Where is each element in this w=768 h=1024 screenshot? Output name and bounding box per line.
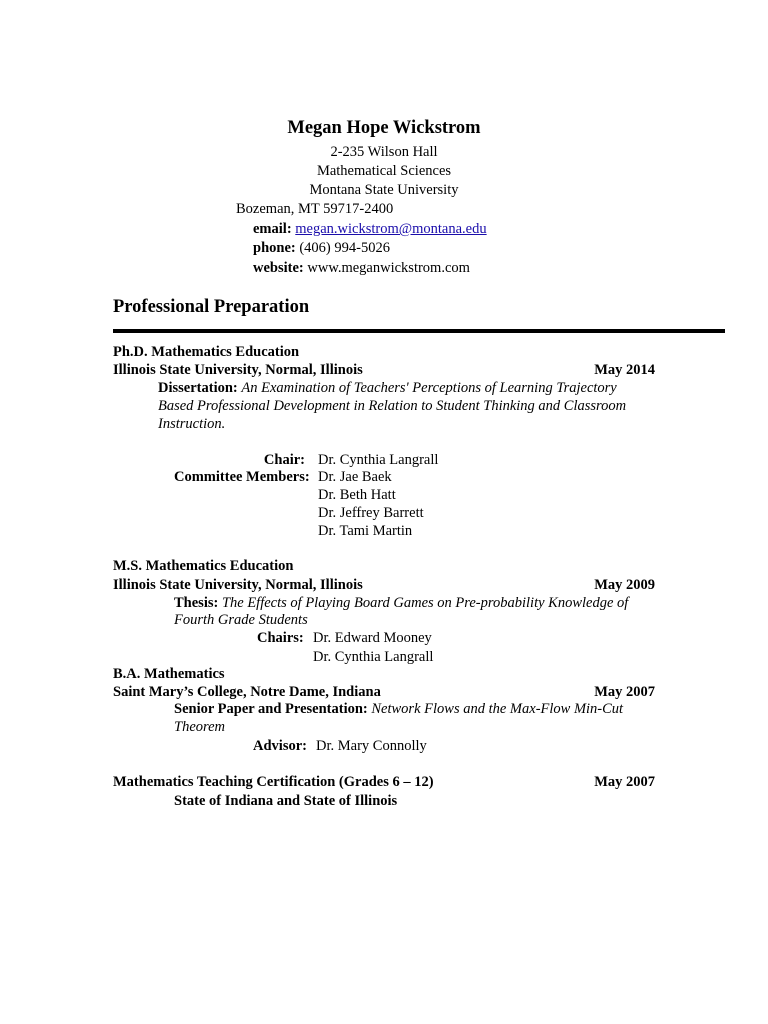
- phd-degree: Ph.D. Mathematics Education: [113, 344, 300, 360]
- dissertation-title-part-2: Based Professional Development in Relation to Student Thinking and Classroom: [158, 398, 627, 414]
- website-value: www.meganwickstrom.com: [307, 260, 470, 276]
- phd-dissertation-line-1: [158, 379, 617, 397]
- dissertation-title-part-1: An Examination of Teachers' Perceptions of Learning Trajectory: [241, 380, 617, 396]
- address-line-office: 2-235 Wilson Hall: [330, 144, 438, 160]
- chair-label: Chair:: [263, 452, 305, 468]
- applicant-name: Megan Hope Wickstrom: [287, 118, 481, 138]
- senior-paper-label: Senior Paper and Presentation:: [174, 701, 368, 717]
- phd-date: May 2014: [594, 362, 655, 378]
- dissertation-title-part-3: Instruction.: [158, 416, 226, 432]
- chairs-name: Dr. Cynthia Langrall: [313, 649, 434, 665]
- certification-title: Mathematics Teaching Certification (Grades 6 – 12): [113, 774, 434, 790]
- phone-line: [253, 239, 390, 257]
- chairs-label: Chairs:: [257, 630, 304, 646]
- email-label: email:: [253, 221, 292, 237]
- certification-states: State of Indiana and State of Illinois: [174, 793, 398, 809]
- website-line: [253, 259, 470, 277]
- committee-member: Dr. Jae Baek: [318, 469, 392, 485]
- committee-member: Dr. Tami Martin: [318, 523, 413, 539]
- thesis-title-part-1: The Effects of Playing Board Games on Pre-probability Knowledge of: [221, 595, 629, 611]
- chairs-name: Dr. Edward Mooney: [313, 630, 432, 646]
- thesis-label: Thesis:: [174, 595, 219, 611]
- email-link[interactable]: megan.wickstrom@montana.edu: [295, 221, 487, 237]
- thesis-title-part-2: Fourth Grade Students: [174, 612, 308, 628]
- advisor-name: Dr. Mary Connolly: [316, 738, 427, 754]
- certification-date: May 2007: [594, 774, 655, 790]
- address-line-city: Bozeman, MT 59717-2400: [236, 201, 394, 217]
- ms-date: May 2009: [594, 577, 655, 593]
- ba-degree: B.A. Mathematics: [113, 666, 225, 682]
- phd-school: Illinois State University, Normal, Illinois: [113, 362, 363, 378]
- committee-member: Dr. Beth Hatt: [318, 487, 396, 503]
- advisor-label: Advisor:: [253, 738, 307, 754]
- ms-thesis-line-1: [174, 594, 628, 612]
- senior-paper-title-part-2: Theorem: [174, 719, 226, 735]
- chair-name: Dr. Cynthia Langrall: [318, 452, 439, 468]
- email-line: [253, 220, 487, 238]
- dissertation-label: Dissertation:: [158, 380, 238, 396]
- committee-member: Dr. Jeffrey Barrett: [318, 505, 424, 521]
- section-divider: [113, 329, 725, 333]
- senior-paper-title-part-1: Network Flows and the Max-Flow Min-Cut: [371, 701, 624, 717]
- address-line-university: Montana State University: [309, 182, 459, 198]
- section-title: Professional Preparation: [113, 297, 310, 317]
- ba-paper-line-1: [174, 700, 623, 718]
- website-label: website:: [253, 260, 304, 276]
- ms-degree: M.S. Mathematics Education: [113, 558, 294, 574]
- ms-school: Illinois State University, Normal, Illinois: [113, 577, 363, 593]
- phone-value: (406) 994-5026: [299, 240, 390, 256]
- ba-school: Saint Mary’s College, Notre Dame, Indiana: [113, 684, 381, 700]
- committee-label: Committee Members:: [174, 469, 310, 485]
- phone-label: phone:: [253, 240, 296, 256]
- address-line-department: Mathematical Sciences: [316, 163, 452, 179]
- ba-date: May 2007: [594, 684, 655, 700]
